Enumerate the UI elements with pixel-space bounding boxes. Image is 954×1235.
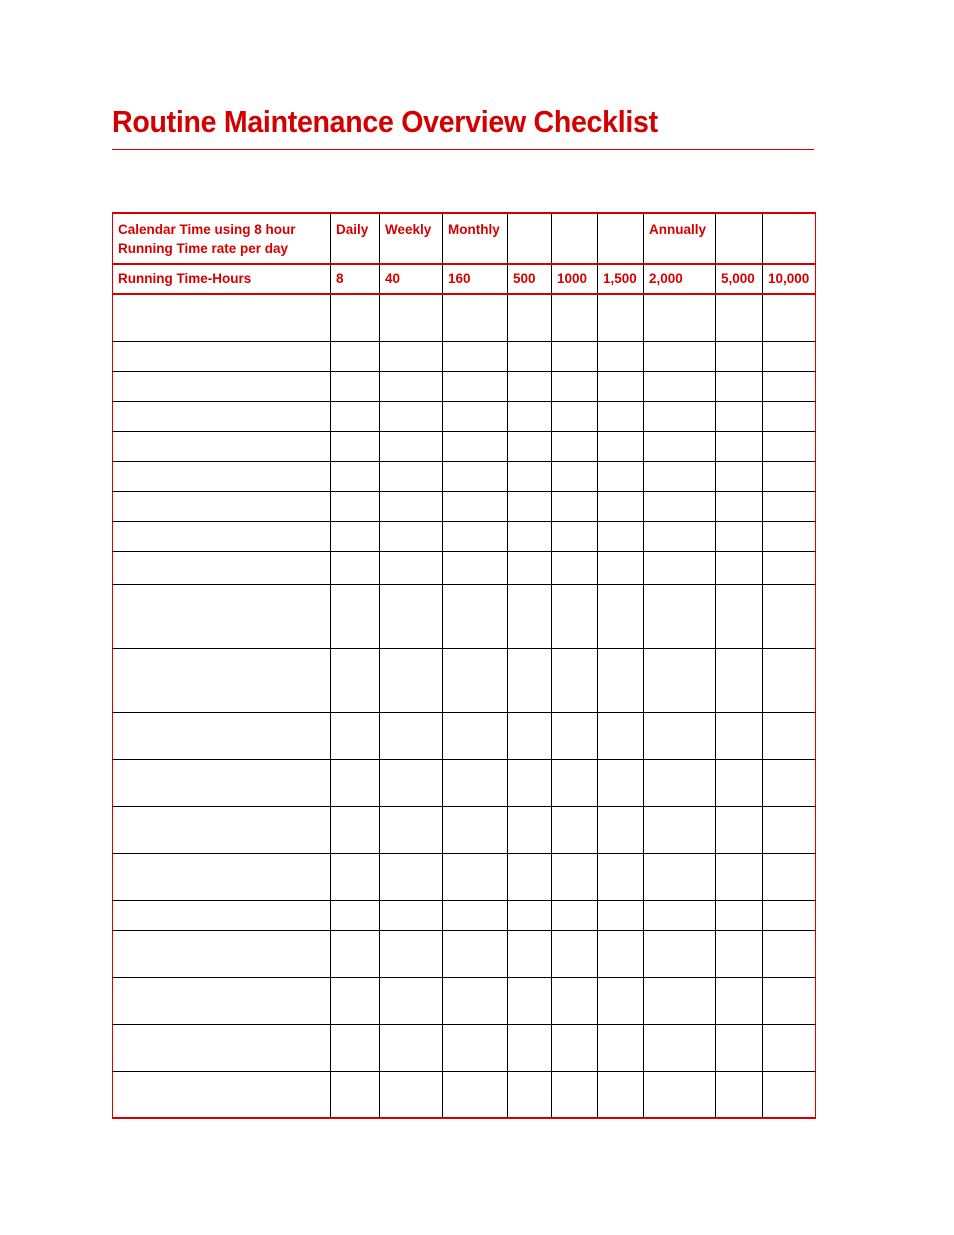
checkbox-cell: [598, 648, 644, 712]
checkbox-cell: [644, 853, 716, 900]
checkbox-cell: [763, 930, 816, 977]
checkbox-cell: [552, 431, 598, 461]
checklist-row: [113, 900, 816, 930]
checklist-row: [113, 806, 816, 853]
task-cell: [113, 1071, 331, 1118]
checkbox-cell: [552, 401, 598, 431]
checkbox-cell: [763, 853, 816, 900]
hours-cell: 1,500: [598, 264, 644, 294]
task-cell: [113, 294, 331, 341]
checkbox-cell: [508, 551, 552, 584]
checklist-row: [113, 371, 816, 401]
checkbox-cell: [331, 431, 380, 461]
header-cell-monthly: Monthly: [443, 213, 508, 264]
checkbox-cell: [380, 431, 443, 461]
maintenance-checklist-table: [112, 212, 816, 1119]
checkbox-cell: [598, 491, 644, 521]
checkbox-cell: [763, 759, 816, 806]
checkbox-cell: [598, 341, 644, 371]
checkbox-cell: [443, 341, 508, 371]
checkbox-cell: [716, 371, 763, 401]
checkbox-cell: [380, 930, 443, 977]
checkbox-cell: [644, 521, 716, 551]
checkbox-cell: [644, 759, 716, 806]
task-cell: [113, 551, 331, 584]
checkbox-cell: [644, 977, 716, 1024]
checkbox-cell: [331, 491, 380, 521]
checkbox-cell: [552, 461, 598, 491]
checkbox-cell: [331, 401, 380, 431]
checkbox-cell: [331, 294, 380, 341]
checkbox-cell: [443, 712, 508, 759]
checkbox-cell: [443, 521, 508, 551]
checkbox-cell: [716, 806, 763, 853]
checkbox-cell: [552, 341, 598, 371]
task-cell: [113, 341, 331, 371]
checkbox-cell: [716, 712, 763, 759]
checkbox-cell: [443, 294, 508, 341]
checkbox-cell: [443, 759, 508, 806]
checkbox-cell: [508, 759, 552, 806]
checkbox-cell: [598, 1071, 644, 1118]
checkbox-cell: [598, 900, 644, 930]
checkbox-cell: [331, 551, 380, 584]
checkbox-cell: [552, 806, 598, 853]
checkbox-cell: [508, 806, 552, 853]
interval-header-row: [113, 213, 816, 264]
checkbox-cell: [716, 461, 763, 491]
task-cell: [113, 648, 331, 712]
checkbox-cell: [331, 712, 380, 759]
checkbox-cell: [716, 648, 763, 712]
checkbox-cell: [443, 853, 508, 900]
task-cell: [113, 900, 331, 930]
checkbox-cell: [598, 371, 644, 401]
checkbox-cell: [598, 806, 644, 853]
checkbox-cell: [598, 431, 644, 461]
checkbox-cell: [763, 371, 816, 401]
checkbox-cell: [380, 648, 443, 712]
checklist-row: [113, 294, 816, 341]
header-cell-annually: Annually: [644, 213, 716, 264]
checkbox-cell: [331, 900, 380, 930]
checkbox-cell: [443, 491, 508, 521]
hours-cell: 8: [331, 264, 380, 294]
checkbox-cell: [443, 551, 508, 584]
hours-cell-label: Running Time-Hours: [113, 264, 331, 294]
checkbox-cell: [763, 461, 816, 491]
checkbox-cell: [443, 371, 508, 401]
checklist-row: [113, 461, 816, 491]
checkbox-cell: [508, 401, 552, 431]
checkbox-cell: [716, 930, 763, 977]
checkbox-cell: [443, 648, 508, 712]
checkbox-cell: [716, 294, 763, 341]
checkbox-cell: [644, 930, 716, 977]
checkbox-cell: [552, 551, 598, 584]
checklist-row: [113, 977, 816, 1024]
task-cell: [113, 491, 331, 521]
checkbox-cell: [763, 1071, 816, 1118]
checkbox-cell: [508, 648, 552, 712]
checkbox-cell: [763, 491, 816, 521]
checkbox-cell: [443, 401, 508, 431]
checkbox-cell: [644, 401, 716, 431]
checklist-row: [113, 930, 816, 977]
checkbox-cell: [716, 1024, 763, 1071]
checkbox-cell: [644, 648, 716, 712]
checklist-row: [113, 521, 816, 551]
checkbox-cell: [716, 521, 763, 551]
checkbox-cell: [508, 977, 552, 1024]
checkbox-cell: [598, 401, 644, 431]
checkbox-cell: [508, 584, 552, 648]
checkbox-cell: [716, 584, 763, 648]
checkbox-cell: [552, 977, 598, 1024]
checkbox-cell: [331, 1071, 380, 1118]
checklist-row: [113, 759, 816, 806]
checkbox-cell: [508, 461, 552, 491]
checkbox-cell: [763, 341, 816, 371]
checkbox-cell: [598, 294, 644, 341]
checkbox-cell: [508, 1024, 552, 1071]
checklist-row: [113, 648, 816, 712]
task-cell: [113, 853, 331, 900]
hours-cell: 500: [508, 264, 552, 294]
checkbox-cell: [763, 431, 816, 461]
task-cell: [113, 806, 331, 853]
checkbox-cell: [331, 759, 380, 806]
hours-cell: 1000: [552, 264, 598, 294]
task-cell: [113, 584, 331, 648]
checkbox-cell: [552, 648, 598, 712]
checkbox-cell: [380, 584, 443, 648]
checkbox-cell: [443, 900, 508, 930]
checkbox-cell: [380, 294, 443, 341]
checkbox-cell: [644, 584, 716, 648]
checklist-row: [113, 341, 816, 371]
checkbox-cell: [331, 977, 380, 1024]
checkbox-cell: [763, 712, 816, 759]
checkbox-cell: [716, 759, 763, 806]
checkbox-cell: [716, 977, 763, 1024]
checkbox-cell: [331, 371, 380, 401]
task-cell: [113, 431, 331, 461]
header-cell-blank: [763, 213, 816, 264]
checkbox-cell: [508, 371, 552, 401]
checkbox-cell: [331, 648, 380, 712]
checkbox-cell: [598, 521, 644, 551]
hours-cell: 5,000: [716, 264, 763, 294]
checkbox-cell: [508, 712, 552, 759]
hours-cell: 160: [443, 264, 508, 294]
checkbox-cell: [763, 584, 816, 648]
checkbox-cell: [380, 461, 443, 491]
checkbox-cell: [598, 712, 644, 759]
task-cell: [113, 1024, 331, 1071]
checkbox-cell: [598, 853, 644, 900]
checkbox-cell: [598, 930, 644, 977]
task-cell: [113, 521, 331, 551]
checkbox-cell: [716, 900, 763, 930]
checkbox-cell: [716, 431, 763, 461]
checkbox-cell: [331, 584, 380, 648]
checkbox-cell: [763, 648, 816, 712]
checkbox-cell: [331, 1024, 380, 1071]
checkbox-cell: [443, 977, 508, 1024]
checkbox-cell: [380, 977, 443, 1024]
checklist-row: [113, 584, 816, 648]
checkbox-cell: [716, 491, 763, 521]
checkbox-cell: [380, 1071, 443, 1118]
checkbox-cell: [508, 900, 552, 930]
checkbox-cell: [716, 853, 763, 900]
checkbox-cell: [380, 401, 443, 431]
checkbox-cell: [380, 551, 443, 584]
checkbox-cell: [443, 806, 508, 853]
hours-cell: 10,000: [763, 264, 816, 294]
task-cell: [113, 930, 331, 977]
checkbox-cell: [443, 584, 508, 648]
checkbox-cell: [552, 712, 598, 759]
checkbox-cell: [644, 431, 716, 461]
task-cell: [113, 461, 331, 491]
checkbox-cell: [644, 712, 716, 759]
checkbox-cell: [508, 294, 552, 341]
checkbox-cell: [598, 977, 644, 1024]
checkbox-cell: [331, 521, 380, 551]
checkbox-cell: [644, 491, 716, 521]
header-cell-task: Calendar Time using 8 hour Running Time rate per day: [113, 213, 331, 264]
running-hours-row: [113, 264, 816, 294]
checklist-row: [113, 431, 816, 461]
checkbox-cell: [331, 341, 380, 371]
checkbox-cell: [331, 853, 380, 900]
checkbox-cell: [380, 371, 443, 401]
checkbox-cell: [552, 371, 598, 401]
checkbox-cell: [380, 806, 443, 853]
checkbox-cell: [763, 806, 816, 853]
checklist-row: [113, 551, 816, 584]
checkbox-cell: [508, 1071, 552, 1118]
checkbox-cell: [598, 759, 644, 806]
task-cell: [113, 977, 331, 1024]
checkbox-cell: [552, 294, 598, 341]
checkbox-cell: [644, 341, 716, 371]
checkbox-cell: [716, 1071, 763, 1118]
checkbox-cell: [763, 1024, 816, 1071]
checkbox-cell: [380, 521, 443, 551]
checkbox-cell: [380, 759, 443, 806]
hours-cell: 40: [380, 264, 443, 294]
checkbox-cell: [716, 341, 763, 371]
header-cell-blank: [598, 213, 644, 264]
checklist-row: [113, 401, 816, 431]
checkbox-cell: [552, 584, 598, 648]
checklist-row: [113, 1071, 816, 1118]
checkbox-cell: [508, 930, 552, 977]
checkbox-cell: [598, 1024, 644, 1071]
checkbox-cell: [552, 759, 598, 806]
header-cell-daily: Daily: [331, 213, 380, 264]
checkbox-cell: [331, 806, 380, 853]
checkbox-cell: [552, 521, 598, 551]
header-cell-weekly: Weekly: [380, 213, 443, 264]
checkbox-cell: [598, 584, 644, 648]
checkbox-cell: [598, 461, 644, 491]
checkbox-cell: [508, 491, 552, 521]
header-cell-blank: [508, 213, 552, 264]
checkbox-cell: [763, 294, 816, 341]
checkbox-cell: [644, 900, 716, 930]
checkbox-cell: [380, 853, 443, 900]
checkbox-cell: [380, 491, 443, 521]
checkbox-cell: [380, 712, 443, 759]
checkbox-cell: [443, 1071, 508, 1118]
checklist-row: [113, 1024, 816, 1071]
checkbox-cell: [763, 551, 816, 584]
checkbox-cell: [552, 491, 598, 521]
checklist-row: [113, 853, 816, 900]
task-cell: [113, 712, 331, 759]
checkbox-cell: [443, 1024, 508, 1071]
checkbox-cell: [331, 930, 380, 977]
checkbox-cell: [644, 551, 716, 584]
header-cell-blank: [552, 213, 598, 264]
checkbox-cell: [380, 1024, 443, 1071]
checkbox-cell: [763, 977, 816, 1024]
checkbox-cell: [508, 521, 552, 551]
checkbox-cell: [443, 930, 508, 977]
checkbox-cell: [443, 461, 508, 491]
checkbox-cell: [644, 294, 716, 341]
checkbox-cell: [644, 1071, 716, 1118]
checkbox-cell: [644, 806, 716, 853]
task-cell: [113, 371, 331, 401]
checkbox-cell: [331, 461, 380, 491]
checklist-row: [113, 712, 816, 759]
checkbox-cell: [552, 853, 598, 900]
checkbox-cell: [552, 1071, 598, 1118]
checkbox-cell: [644, 1024, 716, 1071]
task-cell: [113, 759, 331, 806]
checkbox-cell: [552, 1024, 598, 1071]
checkbox-cell: [380, 900, 443, 930]
checkbox-cell: [552, 930, 598, 977]
checkbox-cell: [716, 401, 763, 431]
checkbox-cell: [716, 551, 763, 584]
checkbox-cell: [763, 900, 816, 930]
checkbox-cell: [380, 341, 443, 371]
task-cell: [113, 401, 331, 431]
checkbox-cell: [508, 341, 552, 371]
checkbox-cell: [443, 431, 508, 461]
checkbox-cell: [598, 551, 644, 584]
checklist-row: [113, 491, 816, 521]
title-divider: [112, 149, 814, 150]
checkbox-cell: [552, 900, 598, 930]
checkbox-cell: [763, 521, 816, 551]
checkbox-cell: [508, 431, 552, 461]
page-title: Routine Maintenance Overview Checklist: [112, 104, 658, 139]
checkbox-cell: [644, 461, 716, 491]
checkbox-cell: [763, 401, 816, 431]
hours-cell: 2,000: [644, 264, 716, 294]
checkbox-cell: [508, 853, 552, 900]
header-cell-blank: [716, 213, 763, 264]
checkbox-cell: [644, 371, 716, 401]
